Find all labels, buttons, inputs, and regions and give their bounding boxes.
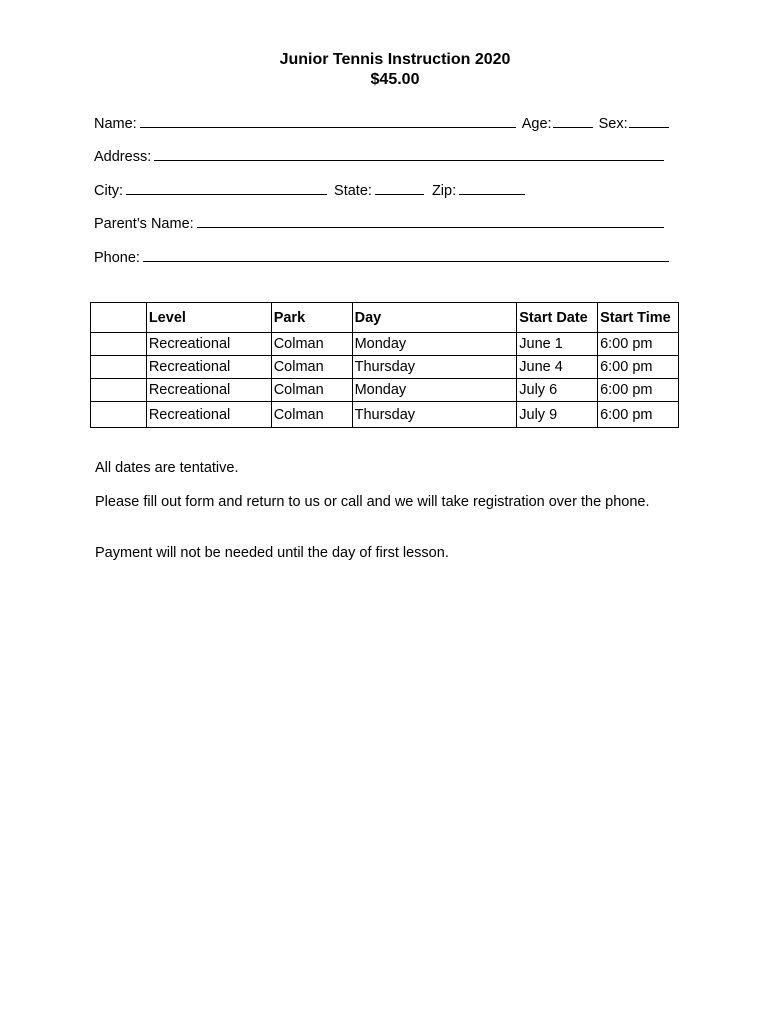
zip-label: Zip:	[431, 183, 457, 199]
sex-label: Sex:	[598, 116, 628, 132]
level-cell: Recreational	[146, 379, 271, 402]
table-row	[91, 356, 679, 379]
state-label: State:	[334, 183, 372, 199]
column-start-time-header: Start Time	[598, 303, 679, 333]
column-park-header: Park	[271, 303, 352, 333]
tentative-note: All dates are tentative.	[95, 460, 239, 476]
day-cell: Thursday	[352, 402, 517, 428]
parent-name-field[interactable]	[197, 214, 664, 228]
start-date-cell: July 6	[517, 379, 598, 402]
row-select-cell[interactable]	[91, 333, 147, 356]
column-select-header	[91, 303, 147, 333]
day-cell: Thursday	[352, 356, 517, 379]
column-day-header: Day	[352, 303, 517, 333]
table-row	[91, 333, 679, 356]
table-row	[91, 379, 679, 402]
name-field[interactable]	[140, 114, 516, 128]
start-time-cell: 6:00 pm	[598, 379, 679, 402]
start-time-cell: 6:00 pm	[598, 356, 679, 379]
price: $45.00	[370, 71, 420, 88]
phone-field[interactable]	[143, 248, 669, 262]
level-cell: Recreational	[146, 402, 271, 428]
table-row	[91, 402, 679, 428]
phone-row	[94, 248, 669, 267]
park-cell: Colman	[271, 402, 352, 428]
city-row	[94, 181, 525, 200]
payment-note: Payment will not be needed until the day of first lesson.	[95, 545, 449, 561]
park-cell: Colman	[271, 333, 352, 356]
day-cell: Monday	[352, 379, 517, 402]
level-cell: Recreational	[146, 356, 271, 379]
zip-field[interactable]	[459, 181, 525, 195]
name-row	[94, 114, 669, 133]
sex-field[interactable]	[629, 114, 669, 128]
name-label: Name:	[94, 116, 137, 132]
start-date-cell: July 9	[517, 402, 598, 428]
park-cell: Colman	[271, 356, 352, 379]
age-label: Age:	[521, 116, 552, 132]
table-header-row	[91, 303, 679, 333]
form-title: Junior Tennis Instruction 2020	[279, 51, 511, 68]
city-field[interactable]	[126, 181, 327, 195]
schedule-table	[90, 302, 679, 428]
level-cell: Recreational	[146, 333, 271, 356]
column-level-header: Level	[146, 303, 271, 333]
row-select-cell[interactable]	[91, 379, 147, 402]
address-row	[94, 147, 664, 166]
start-time-cell: 6:00 pm	[598, 333, 679, 356]
phone-label: Phone:	[94, 250, 140, 266]
park-cell: Colman	[271, 379, 352, 402]
start-date-cell: June 4	[517, 356, 598, 379]
parent-label: Parent’s Name:	[94, 216, 194, 232]
day-cell: Monday	[352, 333, 517, 356]
city-label: City:	[94, 183, 123, 199]
parent-row	[94, 214, 664, 233]
state-field[interactable]	[375, 181, 424, 195]
address-label: Address:	[94, 149, 152, 165]
column-start-date-header: Start Date	[517, 303, 598, 333]
age-field[interactable]	[553, 114, 593, 128]
row-select-cell[interactable]	[91, 402, 147, 428]
start-time-cell: 6:00 pm	[598, 402, 679, 428]
start-date-cell: June 1	[517, 333, 598, 356]
row-select-cell[interactable]	[91, 356, 147, 379]
return-instructions: Please fill out form and return to us or call and we will take registration over the phone.	[95, 494, 650, 510]
address-field[interactable]	[154, 147, 664, 161]
